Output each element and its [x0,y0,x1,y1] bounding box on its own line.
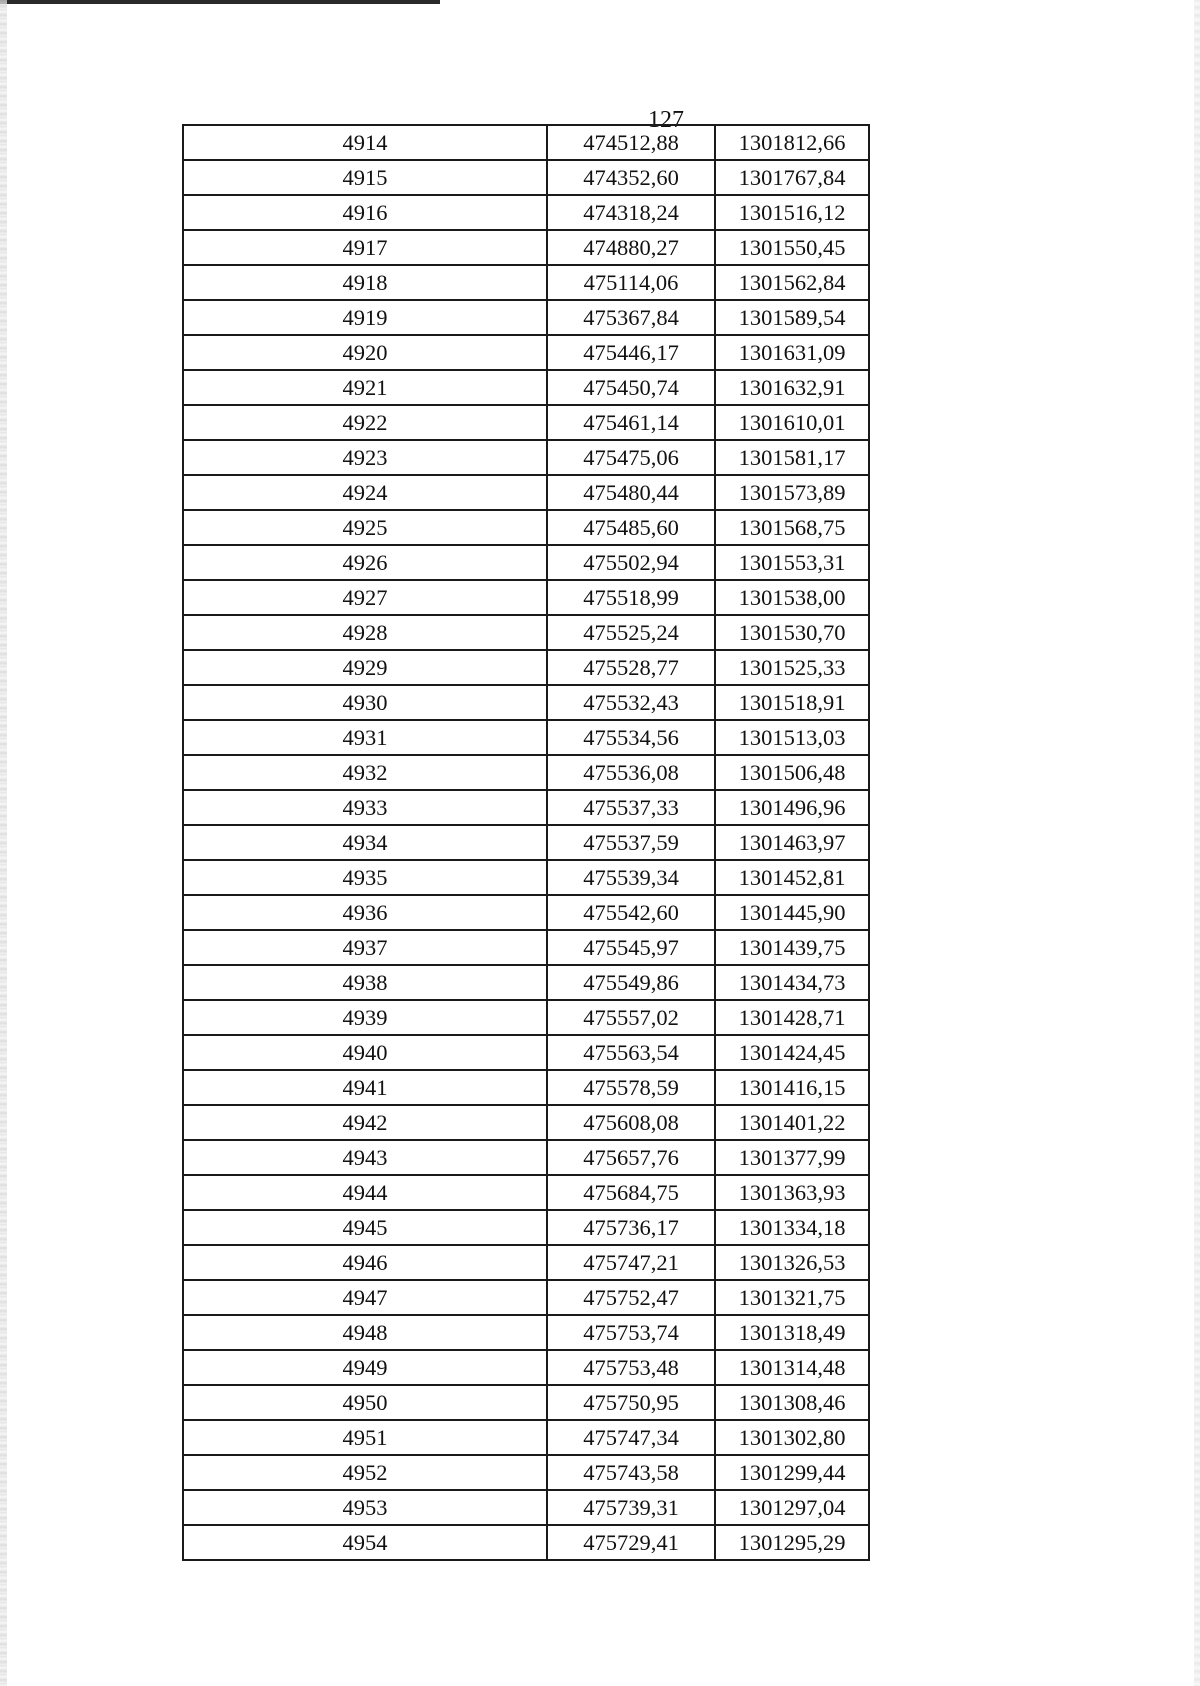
table-row [183,195,869,230]
table-row [183,1455,869,1490]
point-number-cell: 4916 [183,195,547,230]
table-row [183,1525,869,1560]
table-row [183,1175,869,1210]
table-row [183,510,869,545]
table-row [183,720,869,755]
table-row [183,1490,869,1525]
table-row [183,755,869,790]
x-coordinate-cell: 475537,59 [547,825,715,860]
x-coordinate-cell: 474352,60 [547,160,715,195]
point-number-cell: 4937 [183,930,547,965]
point-number-cell: 4949 [183,1350,547,1385]
table-row [183,685,869,720]
x-coordinate-cell: 475578,59 [547,1070,715,1105]
point-number-cell: 4941 [183,1070,547,1105]
y-coordinate-cell: 1301314,48 [715,1350,869,1385]
y-coordinate-cell: 1301416,15 [715,1070,869,1105]
x-coordinate-cell: 475485,60 [547,510,715,545]
x-coordinate-cell: 475534,56 [547,720,715,755]
table-row [183,160,869,195]
x-coordinate-cell: 475480,44 [547,475,715,510]
y-coordinate-cell: 1301297,04 [715,1490,869,1525]
y-coordinate-cell: 1301434,73 [715,965,869,1000]
table-row [183,895,869,930]
table-row [183,930,869,965]
point-number-cell: 4940 [183,1035,547,1070]
table-row [183,1000,869,1035]
point-number-cell: 4954 [183,1525,547,1560]
table-row [183,230,869,265]
y-coordinate-cell: 1301401,22 [715,1105,869,1140]
point-number-cell: 4933 [183,790,547,825]
y-coordinate-cell: 1301610,01 [715,405,869,440]
y-coordinate-cell: 1301302,80 [715,1420,869,1455]
x-coordinate-cell: 475461,14 [547,405,715,440]
point-number-cell: 4943 [183,1140,547,1175]
table-row [183,650,869,685]
point-number-cell: 4945 [183,1210,547,1245]
y-coordinate-cell: 1301463,97 [715,825,869,860]
table-row [183,615,869,650]
table-row [183,440,869,475]
point-number-cell: 4925 [183,510,547,545]
point-number-cell: 4915 [183,160,547,195]
point-number-cell: 4914 [183,125,547,160]
y-coordinate-cell: 1301631,09 [715,335,869,370]
x-coordinate-cell: 475528,77 [547,650,715,685]
table-row [183,370,869,405]
table-row [183,545,869,580]
x-coordinate-cell: 475743,58 [547,1455,715,1490]
point-number-cell: 4946 [183,1245,547,1280]
point-number-cell: 4920 [183,335,547,370]
point-number-cell: 4944 [183,1175,547,1210]
point-number-cell: 4927 [183,580,547,615]
y-coordinate-cell: 1301363,93 [715,1175,869,1210]
y-coordinate-cell: 1301377,99 [715,1140,869,1175]
y-coordinate-cell: 1301525,33 [715,650,869,685]
x-coordinate-cell: 475750,95 [547,1385,715,1420]
y-coordinate-cell: 1301321,75 [715,1280,869,1315]
point-number-cell: 4923 [183,440,547,475]
y-coordinate-cell: 1301767,84 [715,160,869,195]
y-coordinate-cell: 1301308,46 [715,1385,869,1420]
y-coordinate-cell: 1301334,18 [715,1210,869,1245]
point-number-cell: 4948 [183,1315,547,1350]
table-row [183,125,869,160]
x-coordinate-cell: 474318,24 [547,195,715,230]
x-coordinate-cell: 475114,06 [547,265,715,300]
table-row [183,965,869,1000]
y-coordinate-cell: 1301812,66 [715,125,869,160]
y-coordinate-cell: 1301513,03 [715,720,869,755]
x-coordinate-cell: 475537,33 [547,790,715,825]
table-row [183,335,869,370]
table-row [183,825,869,860]
x-coordinate-cell: 475684,75 [547,1175,715,1210]
point-number-cell: 4938 [183,965,547,1000]
x-coordinate-cell: 475747,34 [547,1420,715,1455]
table-row [183,405,869,440]
point-number-cell: 4921 [183,370,547,405]
x-coordinate-cell: 475502,94 [547,545,715,580]
point-number-cell: 4951 [183,1420,547,1455]
point-number-cell: 4929 [183,650,547,685]
x-coordinate-cell: 474880,27 [547,230,715,265]
x-coordinate-cell: 475539,34 [547,860,715,895]
table-row [183,1315,869,1350]
table-row [183,300,869,335]
x-coordinate-cell: 474512,88 [547,125,715,160]
x-coordinate-cell: 475729,41 [547,1525,715,1560]
y-coordinate-cell: 1301496,96 [715,790,869,825]
point-number-cell: 4953 [183,1490,547,1525]
x-coordinate-cell: 475542,60 [547,895,715,930]
y-coordinate-cell: 1301553,31 [715,545,869,580]
x-coordinate-cell: 475752,47 [547,1280,715,1315]
point-number-cell: 4930 [183,685,547,720]
y-coordinate-cell: 1301538,00 [715,580,869,615]
y-coordinate-cell: 1301326,53 [715,1245,869,1280]
x-coordinate-cell: 475736,17 [547,1210,715,1245]
page-number: 127 [648,107,684,133]
table-row [183,1070,869,1105]
point-number-cell: 4942 [183,1105,547,1140]
table-row [183,1420,869,1455]
y-coordinate-cell: 1301299,44 [715,1455,869,1490]
y-coordinate-cell: 1301573,89 [715,475,869,510]
x-coordinate-cell: 475608,08 [547,1105,715,1140]
y-coordinate-cell: 1301428,71 [715,1000,869,1035]
table-row [183,1140,869,1175]
y-coordinate-cell: 1301562,84 [715,265,869,300]
x-coordinate-cell: 475475,06 [547,440,715,475]
table-row [183,1280,869,1315]
x-coordinate-cell: 475450,74 [547,370,715,405]
table-row [183,1245,869,1280]
y-coordinate-cell: 1301518,91 [715,685,869,720]
y-coordinate-cell: 1301568,75 [715,510,869,545]
y-coordinate-cell: 1301632,91 [715,370,869,405]
y-coordinate-cell: 1301506,48 [715,755,869,790]
point-number-cell: 4950 [183,1385,547,1420]
scan-right-edge [1194,0,1200,1686]
table-row [183,1035,869,1070]
y-coordinate-cell: 1301530,70 [715,615,869,650]
x-coordinate-cell: 475657,76 [547,1140,715,1175]
table-row [183,580,869,615]
x-coordinate-cell: 475536,08 [547,755,715,790]
table-row [183,265,869,300]
point-number-cell: 4932 [183,755,547,790]
y-coordinate-cell: 1301516,12 [715,195,869,230]
table-row [183,1350,869,1385]
point-number-cell: 4936 [183,895,547,930]
y-coordinate-cell: 1301589,54 [715,300,869,335]
y-coordinate-cell: 1301550,45 [715,230,869,265]
x-coordinate-cell: 475518,99 [547,580,715,615]
point-number-cell: 4935 [183,860,547,895]
point-number-cell: 4931 [183,720,547,755]
x-coordinate-cell: 475753,74 [547,1315,715,1350]
coordinates-table-body [183,125,869,1560]
table-row [183,790,869,825]
point-number-cell: 4952 [183,1455,547,1490]
table-row [183,1105,869,1140]
point-number-cell: 4922 [183,405,547,440]
point-number-cell: 4917 [183,230,547,265]
point-number-cell: 4924 [183,475,547,510]
point-number-cell: 4939 [183,1000,547,1035]
table-row [183,1385,869,1420]
coordinates-table [182,124,870,1561]
x-coordinate-cell: 475367,84 [547,300,715,335]
y-coordinate-cell: 1301318,49 [715,1315,869,1350]
y-coordinate-cell: 1301439,75 [715,930,869,965]
y-coordinate-cell: 1301424,45 [715,1035,869,1070]
table-row [183,1210,869,1245]
y-coordinate-cell: 1301445,90 [715,895,869,930]
x-coordinate-cell: 475557,02 [547,1000,715,1035]
y-coordinate-cell: 1301452,81 [715,860,869,895]
x-coordinate-cell: 475532,43 [547,685,715,720]
x-coordinate-cell: 475563,54 [547,1035,715,1070]
y-coordinate-cell: 1301581,17 [715,440,869,475]
y-coordinate-cell: 1301295,29 [715,1525,869,1560]
x-coordinate-cell: 475739,31 [547,1490,715,1525]
point-number-cell: 4928 [183,615,547,650]
x-coordinate-cell: 475747,21 [547,1245,715,1280]
table-row [183,475,869,510]
point-number-cell: 4919 [183,300,547,335]
x-coordinate-cell: 475753,48 [547,1350,715,1385]
x-coordinate-cell: 475446,17 [547,335,715,370]
point-number-cell: 4918 [183,265,547,300]
x-coordinate-cell: 475545,97 [547,930,715,965]
x-coordinate-cell: 475549,86 [547,965,715,1000]
scan-left-edge [0,0,7,1686]
table-row [183,860,869,895]
point-number-cell: 4947 [183,1280,547,1315]
scan-top-edge [0,0,440,4]
point-number-cell: 4934 [183,825,547,860]
point-number-cell: 4926 [183,545,547,580]
x-coordinate-cell: 475525,24 [547,615,715,650]
